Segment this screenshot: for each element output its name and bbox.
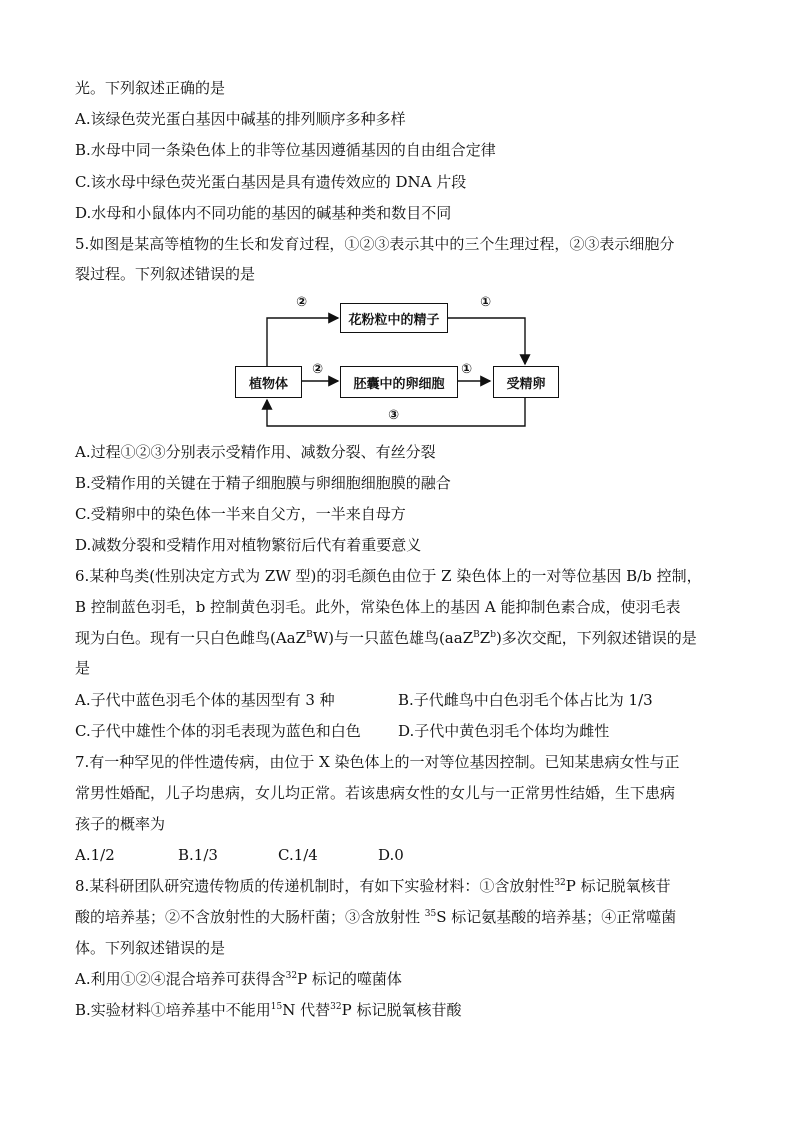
label-1-mid: ① [461,362,473,377]
q8-text: N 代替 [282,1001,331,1019]
option-d: D.水母和小鼠体内不同功能的基因的碱基种类和数目不同 [75,204,452,222]
box-zygote: 受精卵 [493,366,559,398]
q6-option-d: D.子代中黄色羽毛个体均为雌性 [398,722,610,740]
option-c: C.该水母中绿色荧光蛋白基因是具有遗传效应的 DNA 片段 [75,173,467,191]
life-cycle-diagram [230,290,570,430]
q7-stem-3: 孩子的概率为 [75,815,166,833]
q5-option-d: D.减数分裂和受精作用对植物繁衍后代有着重要意义 [75,536,422,554]
q8-text: P 标记脱氧核苷 [565,877,671,895]
q8-text: 8.某科研团队研究遗传物质的传递机制时，有如下实验材料：①含放射性 [75,877,555,895]
q8-text: A.利用①②④混合培养可获得含 [75,970,286,988]
question-5-stem: 5.如图是某高等植物的生长和发育过程，①②③表示其中的三个生理过程，②③表示细胞分 [75,235,675,253]
q8-option-a [75,969,402,989]
q6-text: 现为白色。现有一只白色雌鸟(AaZ [75,629,307,647]
q8-sup: 32 [554,878,566,888]
label-1-top: ① [480,295,492,310]
q8-stem-1 [75,876,671,896]
q6-sup: B [306,630,313,640]
q6-option-c: C.子代中雄性个体的羽毛表现为蓝色和白色 [75,722,361,740]
q8-sup: 32 [330,1002,342,1012]
q8-stem-3: 体。下列叙述错误的是 [75,939,226,957]
q8-text: P 标记脱氧核苷酸 [341,1001,462,1019]
option-a: A.该绿色荧光蛋白基因中碱基的排列顺序多种多样 [75,110,406,128]
label-3-bottom: ③ [388,408,400,423]
q6-text: Z [479,629,491,647]
text-line: 光。下列叙述正确的是 [75,79,226,97]
q8-text: P 标记的噬菌体 [297,970,402,988]
q6-stem-1: 6.某种鸟类(性别决定方式为 ZW 型)的羽毛颜色由位于 Z 染色体上的一对等位基因 B/b 控制， [75,567,702,585]
box-egg: 胚囊中的卵细胞 [340,366,458,398]
q8-option-b [75,1000,461,1020]
q6-text: )多次交配，下列叙述错误的是 [495,629,697,647]
q5-option-a: A.过程①②③分别表示受精作用、减数分裂、有丝分裂 [75,443,436,461]
q8-sup: 32 [285,971,298,981]
q7-option-d: D.0 [378,846,404,864]
q8-text: 酸的培养基；②不含放射性的大肠杆菌；③含放射性 [75,908,425,926]
q6-stem-4: 是 [75,659,91,677]
option-b: B.水母中同一条染色体上的非等位基因遵循基因的自由组合定律 [75,141,496,159]
label-2-top: ② [296,295,308,310]
q6-sup: b [490,630,496,640]
box-sperm: 花粉粒中的精子 [340,303,448,333]
question-5-stem-cont: 裂过程。下列叙述错误的是 [75,265,256,283]
q5-option-c: C.受精卵中的染色体一半来自父方，一半来自母方 [75,505,406,523]
q8-sup: 15 [270,1002,283,1012]
q6-sup: B [473,630,480,640]
q6-option-a: A.子代中蓝色羽毛个体的基因型有 3 种 [75,691,335,709]
q6-stem-3 [75,628,697,648]
q6-option-b: B.子代雌鸟中白色羽毛个体占比为 1/3 [398,691,653,709]
q6-stem-2: B 控制蓝色羽毛，b 控制黄色羽毛。此外，常染色体上的基因 A 能抑制色素合成，使羽毛表 [75,598,681,616]
q8-text: B.实验材料①培养基中不能用 [75,1001,271,1019]
q8-sup: 35 [424,909,437,919]
q7-option-a: A.1/2 [75,846,115,864]
q5-option-b: B.受精作用的关键在于精子细胞膜与卵细胞细胞膜的融合 [75,474,451,492]
q8-stem-2 [75,907,676,927]
box-plant: 植物体 [235,366,302,398]
q8-text: S 标记氨基酸的培养基；④正常噬菌 [436,908,677,926]
label-2-mid: ② [312,362,324,377]
q7-option-c: C.1/4 [278,846,318,864]
q7-option-b: B.1/3 [178,846,218,864]
q7-stem-1: 7.有一种罕见的伴性遗传病，由位于 X 染色体上的一对等位基因控制。已知某患病女性与正 [75,753,680,771]
q7-stem-2: 常男性婚配，儿子均患病，女儿均正常。若该患病女性的女儿与一正常男性结婚，生下患病 [75,784,676,802]
q6-text: W)与一只蓝色雄鸟(aaZ [312,629,474,647]
